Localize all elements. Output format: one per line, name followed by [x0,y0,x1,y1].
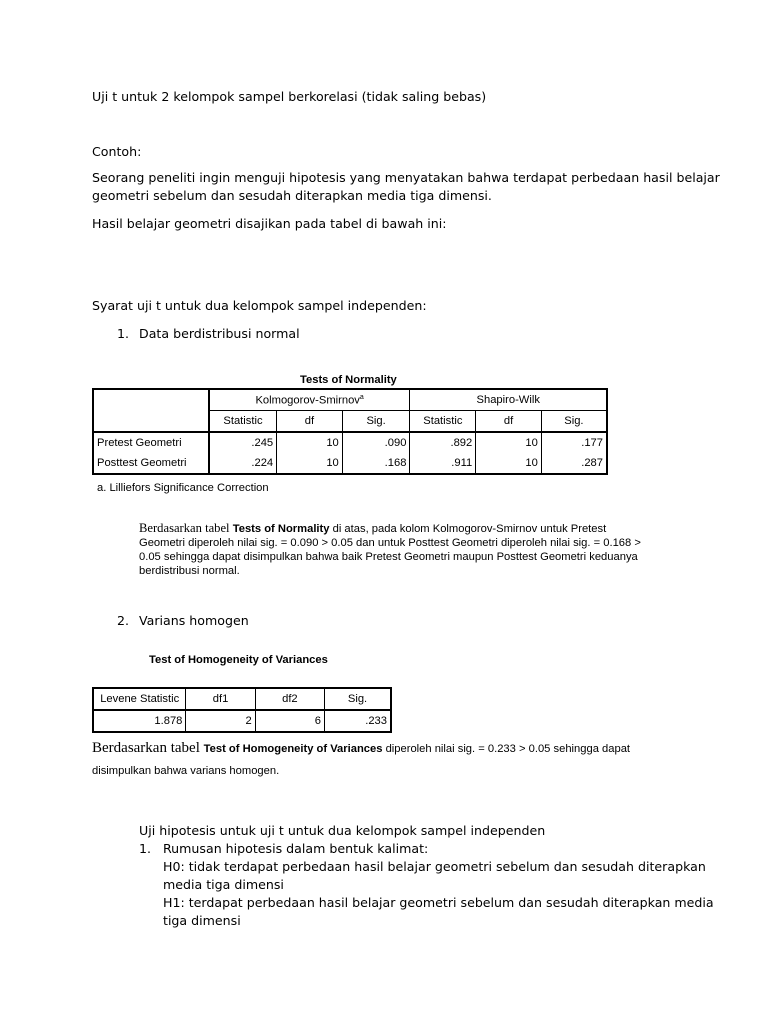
row-label: Pretest Geometri [93,432,209,453]
h1-line-2: tiga dimensi [163,913,241,928]
document-heading: Uji t untuk 2 kelompok sampel berkorelasi (tidak saling bebas) [92,89,487,104]
homogeneity-conclusion [92,741,682,778]
column-header: Sig. [541,411,607,433]
row-label: Posttest Geometri [93,453,209,474]
homogeneity-conclusion-line-2: disimpulkan bahwa varians homogen. [92,765,280,777]
column-header: df [277,411,343,433]
hyp1-text: Rumusan hipotesis dalam bentuk kalimat: [163,841,429,856]
cell-value: 6 [255,710,324,732]
normality-table-wrap [92,388,608,475]
column-header: Statistic [410,411,476,433]
normality-conclusion-line-3: 0.05 sehingga dapat disimpulkan bahwa baik Pretest Geometri maupun Posttest Geometri keduanya [139,551,638,563]
cell-value: 2 [186,710,255,732]
column-header: Statistic [209,411,277,433]
normality-table [92,388,608,475]
cell-value: .168 [342,453,410,474]
requirements-heading: Syarat uji t untuk dua kelompok sampel independen: [92,298,427,313]
table-intro: Hasil belajar geometri disajikan pada tabel di bawah ini: [92,216,447,231]
req2-text: Varians homogen [139,613,249,628]
normality-conclusion-line-4: berdistribusi normal. [139,565,240,577]
h1-line-1: H1: terdapat perbedaan hasil belajar geometri sebelum dan sesudah diterapkan media [163,895,714,910]
normality-table-corner [93,389,209,432]
column-header: Sig. [325,688,391,710]
homogeneity-table-title: Test of Homogeneity of Variances [149,654,328,666]
column-header: df1 [186,688,255,710]
cell-value: .090 [342,432,410,453]
homogeneity-table [92,687,392,733]
cell-value: .224 [209,453,277,474]
column-header: Levene Statistic [93,688,186,710]
hypothesis-heading: Uji hipotesis untuk uji t untuk dua kelompok sampel independen [139,823,546,838]
normality-footnote: a. Lilliefors Significance Correction [97,482,269,494]
cell-value: 1.878 [93,710,186,732]
req1-text: Data berdistribusi normal [139,326,300,341]
cell-value: 10 [277,432,343,453]
table-row [93,432,607,453]
example-paragraph-line-2: geometri sebelum dan sesudah diterapkan media tiga dimensi. [92,188,492,203]
group-header-ks: Kolmogorov-Smirnov$^a$ [209,389,410,411]
cell-value: .287 [541,453,607,474]
normality-table-title: Tests of Normality [300,374,397,386]
cell-value: 10 [277,453,343,474]
cell-value: .177 [541,432,607,453]
cell-value: .911 [410,453,476,474]
homogeneity-table-wrap [92,687,392,733]
normality-conclusion-line-1: Berdasarkan tabel Tests of Normality di atas, pada kolom Kolmogorov-Smirnov untuk Pretest [139,521,607,535]
cell-value: .892 [410,432,476,453]
column-header: Sig. [342,411,410,433]
req2-number: 2. [117,613,130,628]
table-row [93,710,391,732]
column-header: df [476,411,542,433]
hyp1-number: 1. [139,841,152,856]
cell-value: .245 [209,432,277,453]
example-paragraph-line-1: Seorang peneliti ingin menguji hipotesis yang menyatakan bahwa terdapat perbedaan hasil belajar [92,170,720,185]
h0-line-2: media tiga dimensi [163,877,284,892]
column-header: df2 [255,688,324,710]
req1-number: 1. [117,326,130,341]
group-header-sw: Shapiro-Wilk [410,389,607,411]
h0-line-1: H0: tidak terdapat perbedaan hasil belajar geometri sebelum dan sesudah diterapkan [163,859,706,874]
cell-value: 10 [476,432,542,453]
normality-conclusion-line-2: Geometri diperoleh nilai sig. = 0.090 > 0.05 dan untuk Posttest Geometri diperoleh nilai sig. = 0.168 > [139,537,641,549]
normality-conclusion [139,521,679,578]
example-label: Contoh: [92,144,142,159]
cell-value: .233 [325,710,391,732]
table-row [93,453,607,474]
homogeneity-conclusion-line-1: Berdasarkan tabel Test of Homogeneity of Variances diperoleh nilai sig. = 0.233 > 0.05 sehingga dapat [92,740,631,756]
cell-value: 10 [476,453,542,474]
